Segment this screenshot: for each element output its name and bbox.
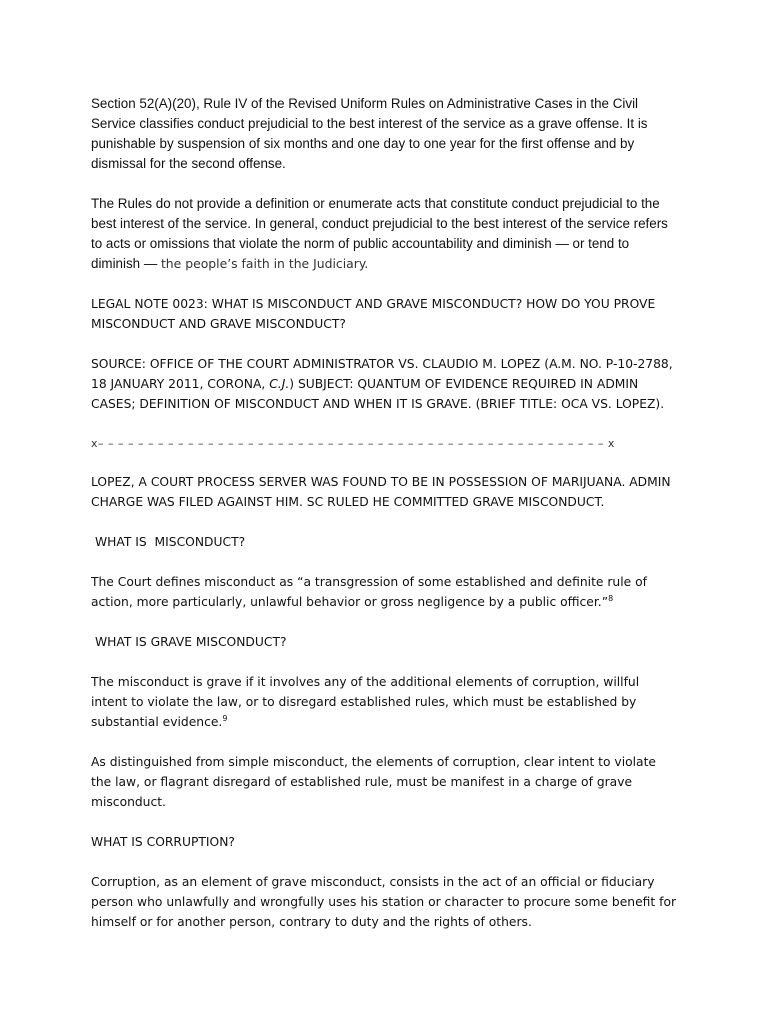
footnote-9: 9 (222, 713, 228, 723)
lopez-summary: LOPEZ, A COURT PROCESS SERVER WAS FOUND TO BE IN POSSESSION OF MARIJUANA. ADMIN CHARGE WAS FILED AGAINST HIM. SC RULED HE COMMITTED GRAVE MISCONDUCT. (91, 475, 671, 509)
source-citation (91, 354, 678, 414)
heading-what-is-misconduct: WHAT IS MISCONDUCT? (95, 535, 246, 549)
paragraph-rules-definition-tail: the people’s faith in the Judiciary. (160, 256, 369, 271)
paragraph-rules-definition-main: The Rules do not provide a definition or enumerate acts that constitute conduct prejudicial to the best interest of the service. In general, conduct prejudicial to the best interest of the service refers to acts or omissions that violate the norm of public accountability and diminish — or tend to diminish — (91, 196, 668, 271)
misconduct-definition (91, 572, 678, 612)
paragraph-section-52: Section 52(A)(20), Rule IV of the Revised Uniform Rules on Administrative Cases in the Civil Service classifies conduct prejudicial to the best interest of the service as a grave offense. It is punishable by suspension of six months and one day to one year for the first offense and by dismissal for the second offense. (91, 96, 648, 171)
paragraph-rules-definition (91, 194, 678, 274)
grave-misconduct-definition-text: The misconduct is grave if it involves any of the additional elements of corruption, willful intent to violate the law, or to disregard established rules, which must be established by substantial evidence. (91, 675, 640, 729)
simple-vs-grave-paragraph: As distinguished from simple misconduct, the elements of corruption, clear intent to violate the law, or flagrant disregard of established rule, must be manifest in a charge of grave misconduct. (91, 755, 656, 809)
footnote-8: 8 (608, 593, 614, 603)
grave-misconduct-definition (91, 672, 678, 732)
corruption-definition: Corruption, as an element of grave misconduct, consists in the act of an official or fiduciary person who unlawfully and wrongfully uses his station or character to procure some benefit for himself or for another person, contrary to duty and the rights of others. (91, 875, 677, 929)
source-citation-cj: C.J. (269, 377, 290, 391)
heading-what-is-grave-misconduct: WHAT IS GRAVE MISCONDUCT? (95, 635, 287, 649)
section-separator: x– – – – – – – – – – – – – – – – – – – – – – – – – – – – – – – – – – – – – – – – – – – – – – – – – – – x (91, 437, 615, 450)
legal-note-heading: LEGAL NOTE 0023: WHAT IS MISCONDUCT AND GRAVE MISCONDUCT? HOW DO YOU PROVE MISCONDUCT AND GRAVE MISCONDUCT? (91, 297, 656, 331)
source-citation-part-b: ) SUBJECT: QUANTUM OF EVIDENCE REQUIRED IN ADMIN CASES; DEFINITION OF MISCONDUCT AND WHEN IT IS GRAVE. (BRIEF TITLE: OCA VS. LOPEZ). (91, 377, 665, 411)
source-citation-part-a: SOURCE: OFFICE OF THE COURT ADMINISTRATOR VS. CLAUDIO M. LOPEZ (A.M. NO. P-10-2788, 18 JANUARY 2011, CORONA, (91, 357, 673, 391)
misconduct-definition-text: The Court defines misconduct as “a transgression of some established and definite rule of action, more particularly, unlawful behavior or gross negligence by a public officer.” (91, 575, 647, 609)
heading-what-is-corruption: WHAT IS CORRUPTION? (91, 835, 235, 849)
